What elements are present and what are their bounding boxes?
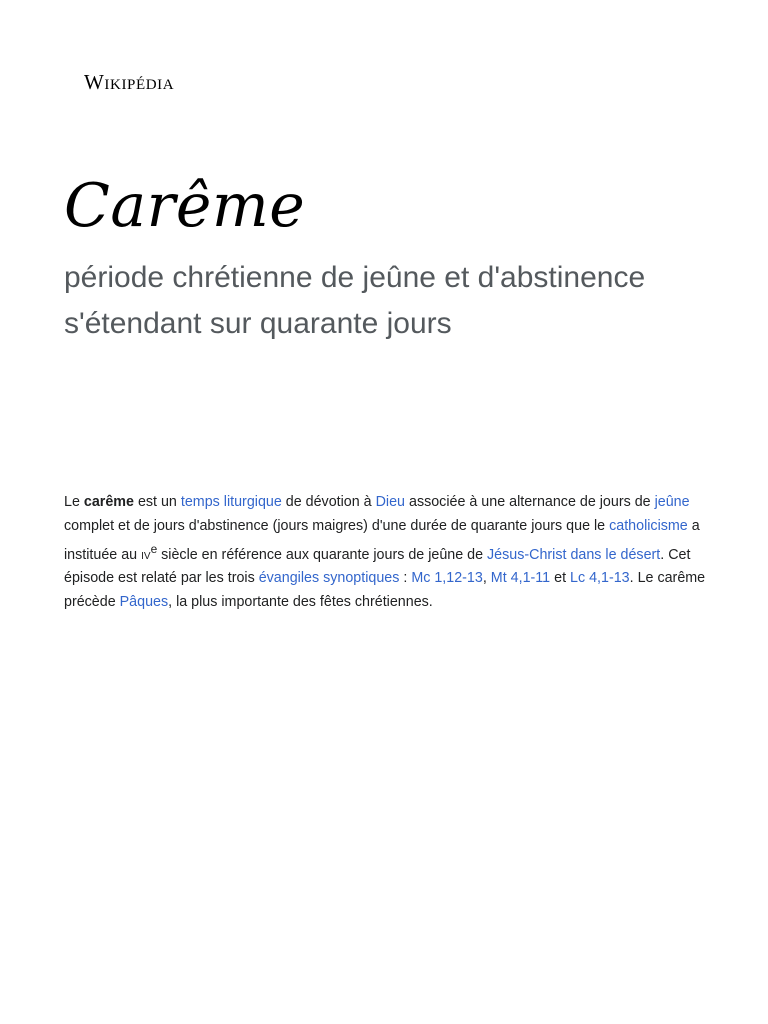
link-temps-liturgique[interactable]: temps liturgique xyxy=(180,494,282,510)
link-dieu[interactable]: Dieu xyxy=(375,494,406,510)
link-mt[interactable]: Mt 4,1-11 xyxy=(490,570,551,587)
intro-text: siècle en référence aux quarante jours de jeûne de xyxy=(157,546,488,563)
intro-text: . Le carême précède xyxy=(64,570,706,610)
intro-text: a instituée au xyxy=(64,517,700,563)
bold-term: carême xyxy=(83,494,134,510)
intro-text: et xyxy=(550,570,571,587)
link-paques[interactable]: Pâques xyxy=(119,593,169,610)
century-suffix: e xyxy=(150,542,158,556)
intro-text: : xyxy=(399,570,412,587)
link-mc[interactable]: Mc 1,12-13 xyxy=(411,570,483,587)
intro-text: complet et de jours d'abstinence (jours maigres) d'une durée de quarante jours que le xyxy=(64,517,610,534)
century-numeral: iv xyxy=(141,546,151,563)
intro-paragraph xyxy=(64,491,712,614)
link-evangiles-synoptiques[interactable]: évangiles synoptiques xyxy=(258,570,400,587)
link-lc[interactable]: Lc 4,1-13 xyxy=(570,570,630,587)
page-subtitle: période chrétienne de jeûne et d'abstinence s'étendant sur quarante jours xyxy=(64,261,646,340)
page-header xyxy=(84,70,174,95)
page-title: Carême xyxy=(64,171,306,241)
intro-text: de dévotion à xyxy=(281,494,376,510)
intro-text: est un xyxy=(133,494,181,510)
link-catholicisme[interactable]: catholicisme xyxy=(609,517,688,534)
link-jesus-desert[interactable]: Jésus-Christ dans le désert xyxy=(487,546,661,563)
intro-text: Le xyxy=(64,494,84,510)
intro-text: . Cet épisode est relaté par les trois xyxy=(64,546,691,587)
intro-text: , la plus importante des fêtes chrétiennes. xyxy=(168,593,433,610)
intro-text: , xyxy=(482,570,491,587)
wikipedia-logo[interactable]: Wikipédia xyxy=(84,70,175,94)
link-jeune[interactable]: jeûne xyxy=(654,494,690,510)
intro-text: associée à une alternance de jours de xyxy=(405,494,655,510)
